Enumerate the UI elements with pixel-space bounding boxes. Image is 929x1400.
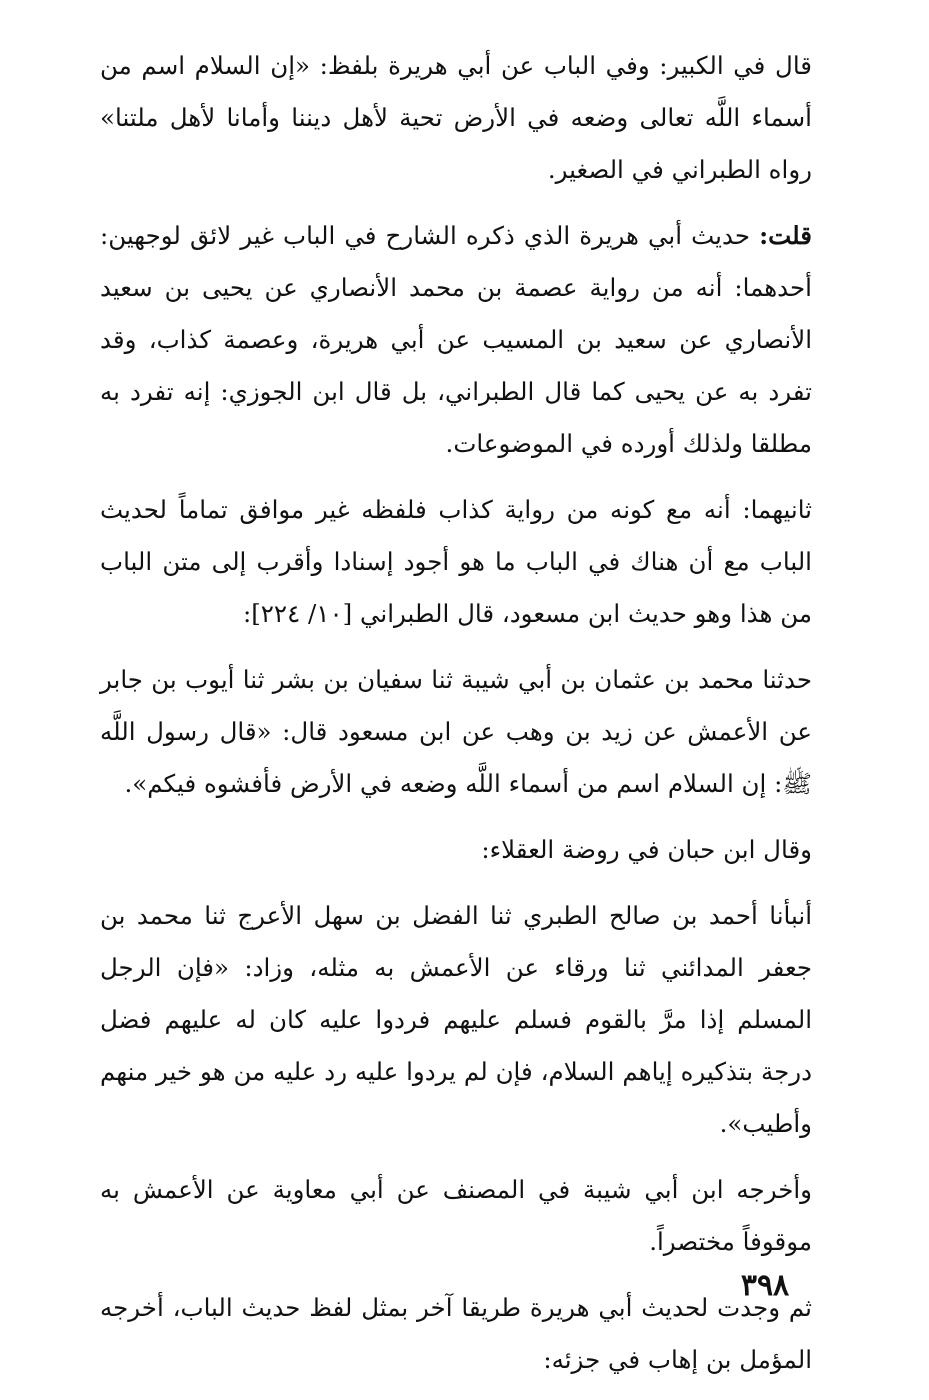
paragraph-3 <box>100 484 812 640</box>
paragraph-5 <box>100 824 812 876</box>
paragraph-text: ثانيهما: أنه مع كونه من رواية كذاب فلفظه غير موافق تماماً لحديث الباب مع أن هناك في الباب ما هو أجود إسنادا وأقرب إلى متن الباب من هذا وهو حديث ابن مسعود، قال الطبراني [١٠/ ٢٢٤]: <box>100 495 812 628</box>
paragraph-lead: قلت: <box>759 221 812 250</box>
paragraph-text: وقال ابن حبان في روضة العقلاء: <box>481 835 812 864</box>
paragraph-text: وأخرجه ابن أبي شيبة في المصنف عن أبي معاوية عن الأعمش به موقوفاً مختصراً. <box>100 1175 812 1256</box>
page-body <box>100 40 812 1400</box>
paragraph-text: ثم وجدت لحديث أبي هريرة طريقا آخر بمثل لفظ حديث الباب، أخرجه المؤمل بن إهاب في جزئه: <box>100 1293 812 1374</box>
paragraph-8 <box>100 1282 812 1386</box>
paragraph-text: حديث أبي هريرة الذي ذكره الشارح في الباب غير لائق لوجهين: أحدهما: أنه من رواية عصمة بن محمد الأنصاري عن يحيى بن سعيد الأنصاري عن سعيد بن المسيب عن أبي هريرة، وعصمة كذاب، وقد تفرد به عن يحيى كما قال الطبراني، بل قال ابن الجوزي: إنه تفرد به مطلقا ولذلك أورده في الموضوعات. <box>100 221 812 458</box>
paragraph-7 <box>100 1164 812 1268</box>
paragraph-text: حدثنا محمد بن عثمان بن أبي شيبة ثنا سفيان بن بشر ثنا أيوب بن جابر عن الأعمش عن زيد بن وهب عن ابن مسعود قال: «قال رسول اللَّه ﷺ: إن السلام اسم من أسماء اللَّه وضعه في الأرض فأفشوه فيكم». <box>100 665 812 798</box>
paragraph-2 <box>100 210 812 470</box>
paragraph-text: أنبأنا أحمد بن صالح الطبري ثنا الفضل بن سهل الأعرج ثنا محمد بن جعفر المدائني ثنا ورقاء عن الأعمش به مثله، وزاد: «فإن الرجل المسلم إذا مرَّ بالقوم فسلم عليهم فردوا عليه كان له عليهم فضل درجة بتذكيره إياهم السلام، فإن لم يردوا عليه رد عليه من هو خير منهم وأطيب». <box>100 901 812 1138</box>
page-number: ٣٩٨ <box>740 1268 790 1303</box>
paragraph-6 <box>100 890 812 1150</box>
paragraph-1 <box>100 40 812 196</box>
paragraph-text: قال في الكبير: وفي الباب عن أبي هريرة بلفظ: «إن السلام اسم من أسماء اللَّه تعالى وضعه في الأرض تحية لأهل ديننا وأمانا لأهل ملتنا» رواه الطبراني في الصغير. <box>100 51 812 184</box>
paragraph-4 <box>100 654 812 810</box>
